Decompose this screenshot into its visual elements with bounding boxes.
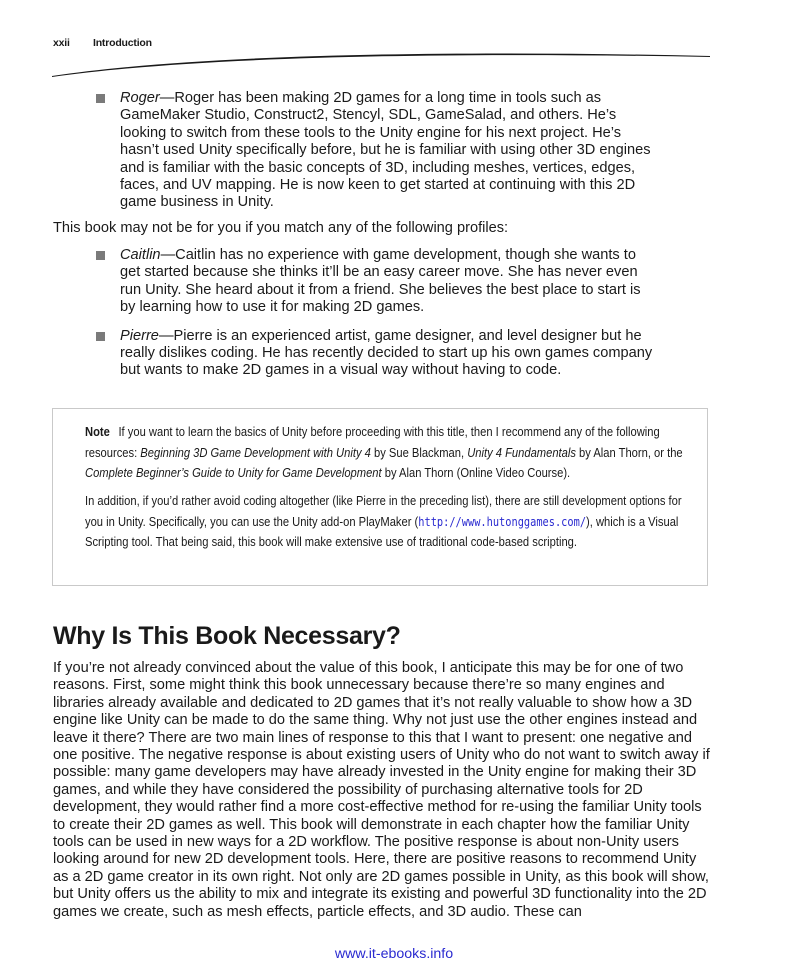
bullet-square-icon <box>96 94 105 103</box>
profile-text: —Caitlin has no experience with game development, though she wants to get started because she thinks it’ll be an easy career move. She has never even run Unity. She heard about it from a friend. She believes the best place to start is by learning how to use it for making 2D games. <box>120 247 641 316</box>
note-box <box>52 408 708 586</box>
note-text: ), which is a Visual Scripting tool. That being said, this book will make extensive use of traditional code-based scripting. <box>85 513 679 550</box>
profile-name: Roger <box>120 90 160 106</box>
intro-paragraph: This book may not be for you if you match any of the following profiles: <box>53 220 509 236</box>
section-heading: Why Is This Book Necessary? <box>53 622 401 650</box>
profile-text: —Roger has been making 2D games for a long time in tools such as GameMaker Studio, Construct2, Stencyl, SDL, GameSalad, and others. He’s looking to switch from these tools to the Unity engine for his next project. He’s hasn’t used Unity specifically before, but he is familiar with using other 3D engines and is familiar with the basic concepts of 3D, including meshes, vertices, edges, faces, and UV mapping. He is now keen to get started at continuing with this 2D game business in Unity. <box>120 90 651 211</box>
profile-name: Pierre <box>120 327 159 344</box>
book-title: Beginning 3D Game Development with Unity 4 <box>140 444 371 460</box>
list-item <box>96 247 656 317</box>
note-paragraph-1 <box>85 422 687 484</box>
profile-list-unsuitable <box>96 247 656 380</box>
note-text: In addition, if you’d rather avoid coding altogether (like Pierre in the preceding list), there are still development options for you in Unity. Specifically, you can use the Unity add-on PlayMaker ( <box>85 493 682 529</box>
list-item <box>96 90 656 212</box>
body-paragraph: If you’re not already convinced about the value of this book, I anticipate this may be for one of two reasons. First, some might think this book unnecessary because there’re so many engines and libraries already available and dedicated to 2D games that it’s not really valuable to show how a 3D engine like Unity can be made to do the same thing. Why not just use the other engines instead and leave it there? There are two main lines of response to this that I want to present: one negative and one positive. The negative response is about existing users of Unity who do not want to switch away if possible: many game developers may have already invested in the Unity engine for making their 3D games, and while they have considered the possibility of purchasing alternative tools for 2D development, they would rather find a more cost-effective method for re-using the familiar Unity tools to create their 2D games as well. This book will demonstrate in each chapter how the familiar Unity tools can be used in new ways for a 2D workflow. The positive response is about non-Unity users looking around for new 2D development tools. Here, there are positive reasons to recommend Unity as a 2D game creator in its own right. Not only are 2D games possible in Unity, as this book will show, but Unity offers us the ability to mix and integrate its existing and powerful 3D functionality into the 2D games we create, such as mesh effects, particle effects, and 3D audio. These can <box>53 660 710 920</box>
header-swoosh-rule <box>50 46 712 78</box>
page-number: xxii <box>53 37 70 49</box>
note-text: by Alan Thorn (Online Video Course). <box>381 465 571 481</box>
footer-link[interactable]: www.it-ebooks.info <box>334 946 454 962</box>
list-item <box>96 328 656 380</box>
note-text: by Sue Blackman, <box>370 444 468 460</box>
note-label: Note <box>85 424 110 439</box>
note-paragraph-2 <box>85 491 687 553</box>
note-text: If you want to learn the basics of Unity before proceeding with this title, then I recommend any of the following resources: <box>85 424 660 460</box>
course-title: Complete Beginner’s Guide to Unity for Game Development <box>85 465 382 481</box>
playmaker-link[interactable]: http://www.hutonggames.com/ <box>418 514 587 529</box>
profile-text: —Pierre is an experienced artist, game designer, and level designer but he really dislikes coding. He has recently decided to start up his own games company but wants to make 2D games in a visual way without having to code. <box>120 327 653 379</box>
bullet-square-icon <box>96 332 105 341</box>
bullet-square-icon <box>96 251 105 260</box>
section-title: Introduction <box>93 37 152 49</box>
profile-name: Caitlin <box>120 247 161 263</box>
book-title: Unity 4 Fundamentals <box>467 444 576 460</box>
note-text: by Alan Thorn, or the <box>575 444 683 460</box>
profile-list-suitable <box>96 90 656 212</box>
